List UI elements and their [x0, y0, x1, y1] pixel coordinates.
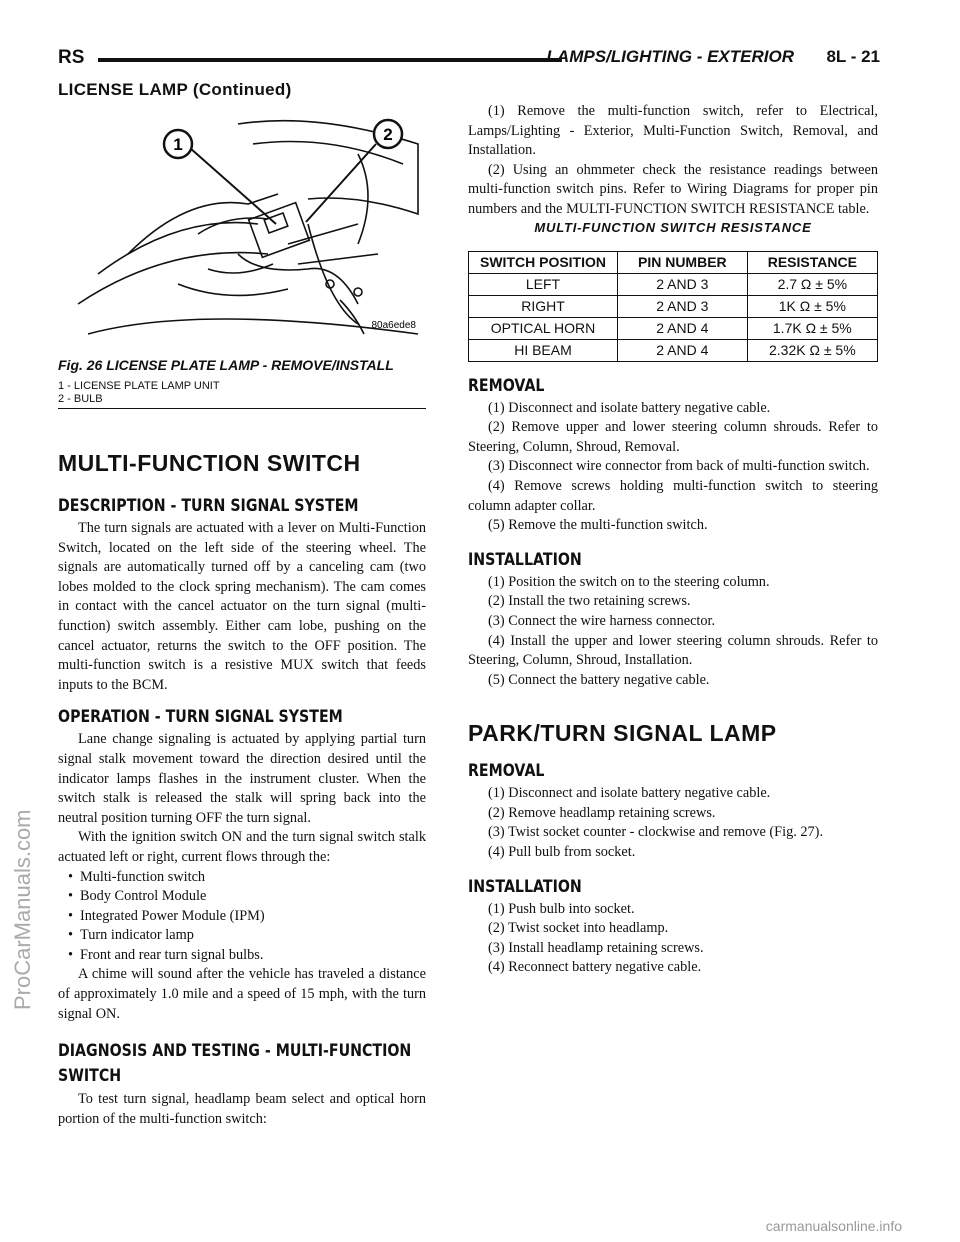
table-cell: 2.7 Ω ± 5% — [747, 273, 877, 295]
park-install-step: (1) Push bulb into socket. — [488, 900, 635, 917]
bullet-item: • Body Control Module — [58, 887, 426, 907]
installation-title: INSTALLATION — [468, 549, 582, 569]
diagnosis-paragraph: To test turn signal, headlamp beam select and optical horn portion of the multi-function switch: — [58, 1091, 426, 1127]
section-title-park-turn: PARK/TURN SIGNAL LAMP — [468, 720, 777, 747]
install-step: (2) Install the two retaining screws. — [488, 593, 691, 610]
table-caption: MULTI-FUNCTION SWITCH RESISTANCE — [534, 219, 812, 235]
table-row — [469, 317, 878, 339]
install-step: (5) Connect the battery negative cable. — [488, 671, 710, 688]
table-cell: 2 AND 4 — [618, 339, 748, 361]
bullet-item: • Multi-function switch — [58, 868, 426, 888]
removal-step: (1) Disconnect and isolate battery negative cable. — [488, 399, 771, 416]
page-number: 8L - 21 — [826, 47, 880, 66]
figure-divider — [58, 408, 426, 409]
left-column-2 — [58, 496, 426, 1129]
test-step: (1) Remove the multi-function switch, refer to Electrical, Lamps/Lighting - Exterior, Multi-Function Switch, Removal, and Installation. — [468, 103, 878, 159]
removal-title: REMOVAL — [468, 375, 545, 395]
table-cell: 1.7K Ω ± 5% — [747, 317, 877, 339]
diagnosis-title-line-2: SWITCH — [58, 1066, 122, 1086]
continued-heading: LICENSE LAMP (Continued) — [58, 80, 292, 99]
table-cell: LEFT — [469, 273, 618, 295]
table-header: RESISTANCE — [747, 251, 877, 273]
figure-legend-1: 1 - LICENSE PLATE LAMP UNIT — [58, 380, 220, 392]
park-removal-step: (2) Remove headlamp retaining screws. — [488, 804, 716, 821]
table-cell: 2 AND 4 — [618, 317, 748, 339]
install-step: (4) Install the upper and lower steering column shrouds. Refer to Steering, Column, Shroud, Installation. — [468, 632, 878, 669]
page-header — [58, 44, 880, 74]
header-rule — [98, 58, 562, 62]
section-title-multifunction: MULTI-FUNCTION SWITCH — [58, 450, 361, 476]
removal-step: (4) Remove screws holding multi-function switch to steering column adapter collar. — [468, 477, 878, 514]
desc-title: DESCRIPTION - TURN SIGNAL SYSTEM — [58, 496, 359, 515]
table-header: PIN NUMBER — [618, 251, 748, 273]
park-installation-title: INSTALLATION — [468, 876, 582, 896]
removal-step: (3) Disconnect wire connector from back of multi-function switch. — [488, 458, 870, 475]
test-step: (2) Using an ohmmeter check the resistance readings between multi-function switch pins. Refer to Wiring Diagrams for proper pin numbers and the MULTI-FUNCTION SWITCH RESISTANCE table. — [468, 161, 878, 217]
operation-paragraph-2: With the ignition switch ON and the turn signal switch stalk actuated left or right, current flows through the: — [58, 829, 426, 865]
figure-caption: Fig. 26 LICENSE PLATE LAMP - REMOVE/INSTALL — [58, 357, 394, 373]
operation-title: OPERATION - TURN SIGNAL SYSTEM — [58, 707, 343, 727]
header-section: LAMPS/LIGHTING - EXTERIOR — [546, 47, 794, 66]
table-cell: 2 AND 3 — [618, 295, 748, 317]
table-cell: OPTICAL HORN — [469, 317, 618, 339]
diagnosis-title-line-1: DIAGNOSIS AND TESTING - MULTI-FUNCTION — [58, 1041, 412, 1061]
park-removal-step: (1) Disconnect and isolate battery negative cable. — [488, 785, 771, 802]
park-install-step: (2) Twist socket into headlamp. — [488, 920, 669, 937]
right-column — [468, 102, 878, 978]
install-step: (1) Position the switch on to the steering column. — [488, 573, 770, 590]
table-row — [469, 339, 878, 361]
park-removal-step: (4) Pull bulb from socket. — [488, 844, 636, 861]
operation-paragraph-1: Lane change signaling is actuated by applying partial turn signal stalk movement toward the direction desired until the indicator lamps flashes in the instrument cluster. When the switch stalk is released the stalk will spring back into the neutral position turning OFF the turn signal. — [58, 731, 426, 826]
park-removal-title: REMOVAL — [468, 761, 545, 781]
park-install-step: (4) Reconnect battery negative cable. — [488, 959, 702, 976]
header-left: RS — [58, 47, 85, 68]
figure-code: 80a6ede8 — [371, 320, 416, 331]
bottom-watermark: carmanualsonline.info — [765, 1218, 902, 1234]
park-removal-step: (3) Twist socket counter - clockwise and remove (Fig. 27). — [488, 824, 824, 841]
operation-paragraph-3: A chime will sound after the vehicle has traveled a distance of approximately 1.0 mile and a speed of 15 mph, with the turn signal ON. — [58, 966, 426, 1022]
table-row — [469, 273, 878, 295]
figure-legend-2: 2 - BULB — [58, 393, 103, 405]
removal-step: (2) Remove upper and lower steering column shrouds. Refer to Steering, Column, Shroud, Removal. — [468, 419, 878, 455]
park-install-step: (3) Install headlamp retaining screws. — [488, 939, 704, 956]
removal-step: (5) Remove the multi-function switch. — [488, 517, 708, 534]
table-cell: RIGHT — [469, 295, 618, 317]
callout-1: 1 — [173, 135, 183, 154]
bullet-item: • Turn indicator lamp — [58, 926, 426, 946]
resistance-table — [468, 251, 878, 362]
callout-2: 2 — [383, 125, 393, 144]
license-lamp-illustration — [58, 104, 426, 356]
desc-paragraph: The turn signals are actuated with a lever on Multi-Function Switch, located on the left side of the steering wheel. The signals are automatically turned off by a canceling cam (two lobes molded to the clock spring mechanism). The cam comes in contact with the cancel actuator on the turn signal (multi-function) switch assembly. Either cam lobe, pushing on the cancel actuator, returns the switch to the OFF position. The multi-function switch is a resistive MUX switch that feeds inputs to the BCM. — [58, 520, 426, 693]
install-step: (3) Connect the wire harness connector. — [488, 612, 716, 629]
table-header-row — [469, 251, 878, 273]
table-cell: 2 AND 3 — [618, 273, 748, 295]
table-header: SWITCH POSITION — [469, 251, 618, 273]
table-cell: 2.32K Ω ± 5% — [747, 339, 877, 361]
side-watermark: ProCarManuals.com — [10, 809, 35, 1010]
bullet-item: • Front and rear turn signal bulbs. — [58, 946, 426, 966]
table-row — [469, 295, 878, 317]
bullet-item: • Integrated Power Module (IPM) — [58, 907, 426, 927]
table-cell: HI BEAM — [469, 339, 618, 361]
table-cell: 1K Ω ± 5% — [747, 295, 877, 317]
figure-26 — [58, 104, 426, 356]
left-column — [58, 450, 426, 477]
